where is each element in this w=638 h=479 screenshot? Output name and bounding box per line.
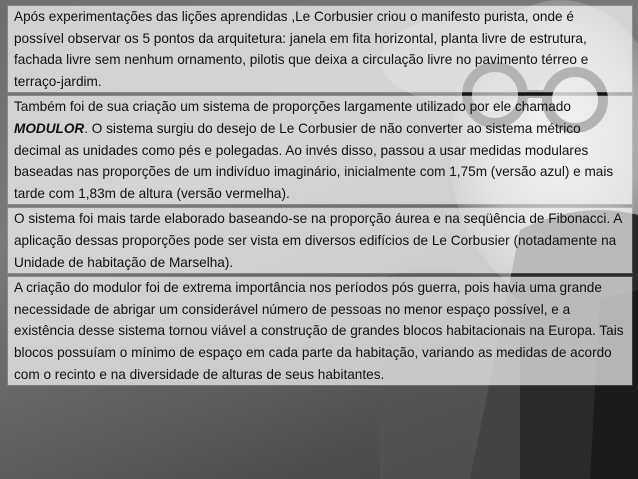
paragraph-golden-ratio: O sistema foi mais tarde elaborado baseando-se na proporção áurea e na seqüência de Fibonacci. A aplicação dessas proporções pode ser vista em diversos edifícios de Le Corbusier (notadamente na Unidade de habitação de Marselha).: [8, 208, 632, 273]
modulor-intro-text: Também foi de sua criação um sistema de proporções largamente utilizado por ele chamado: [14, 99, 571, 115]
modulor-description-text: . O sistema surgiu do desejo de Le Corbusier de não converter ao sistema métrico decimal as unidades como pés e polegadas. Ao invés disso, passou a usar medidas modulares baseadas nas proporções de um indivíduo imaginário, inicialmente com 1,75m (versão azul) e mais tarde com 1,83m de altura (versão vermelha).: [14, 120, 614, 201]
paragraph-modulor-definition: [8, 96, 632, 204]
paragraph-purist-manifesto: Após experimentações das lições aprendidas ,Le Corbusier criou o manifesto purista, onde é possível observar os 5 pontos da arquitetura: janela em fita horizontal, planta livre de estrutura, fachada livre sem nenhum ornamento, pilotis que deixa a circulação livre no pavimento térreo e terraço-jardim.: [8, 6, 632, 92]
paragraph-post-war-importance: A criação do modulor foi de extrema importância nos períodos pós guerra, pois havia uma grande necessidade de abrigar um considerável número de pessoas no menor espaço possível, e a existência desse sistema tornou viável a construção de grandes blocos habitacionais na Europa. Tais blocos possuíam o mínimo de espaço em cada parte da habitação, variando as medidas de acordo com o recinto e na diversidade de alturas de seus habitantes.: [8, 277, 632, 385]
text-content: [8, 6, 632, 389]
modulor-keyword: MODULOR: [14, 120, 85, 136]
